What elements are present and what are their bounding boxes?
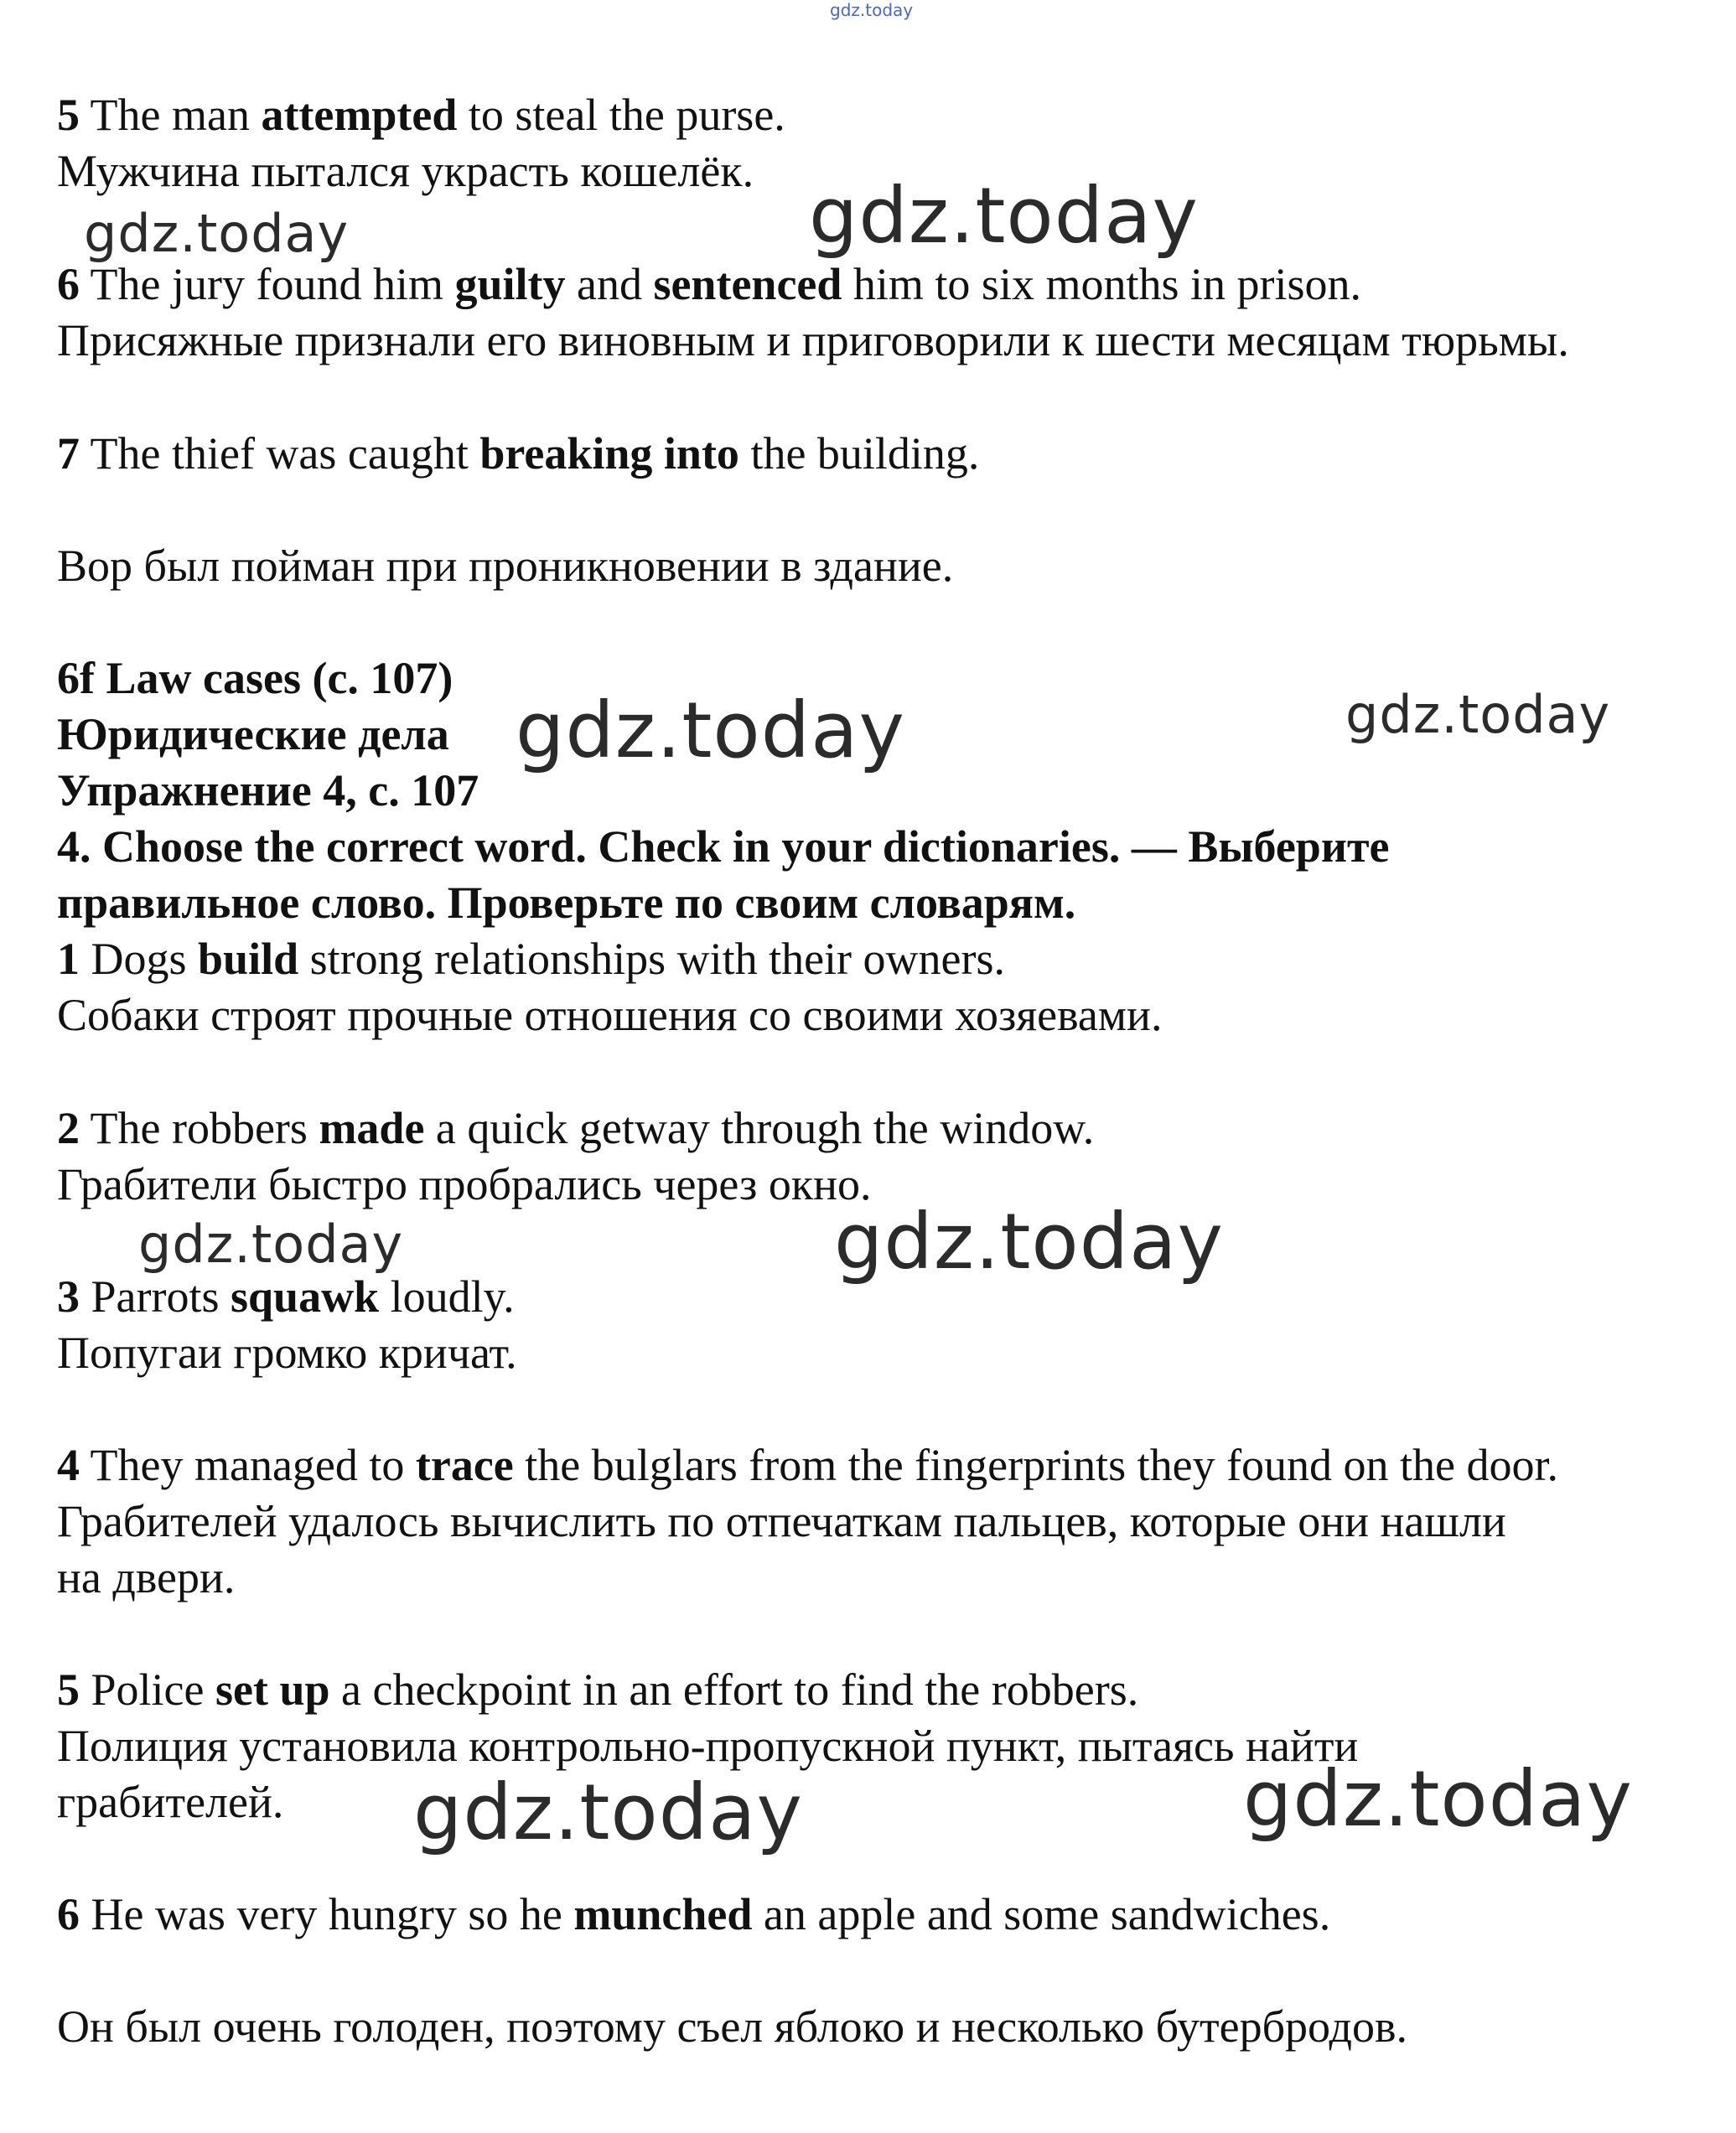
- section-title: 6f Law cases (c. 107): [57, 653, 453, 703]
- watermark: gdz.today: [138, 1214, 404, 1275]
- sentence-5-en: 5 The man attempted to steal the purse.: [57, 90, 785, 140]
- item-5-ru-cont: грабителей.: [57, 1777, 284, 1827]
- item-6-en: 6 He was very hungry so he munched an apple and some sandwiches.: [57, 1889, 1331, 1939]
- sentence-5-ru: Мужчина пытался украсть кошелёк.: [57, 146, 754, 196]
- item-4-ru: Грабителей удалось вычислить по отпечаткам пальцев, которые они нашли: [57, 1496, 1506, 1546]
- item-2-ru: Грабители быстро пробрались через окно.: [57, 1159, 872, 1209]
- item-3-en: 3 Parrots squawk loudly.: [57, 1271, 515, 1322]
- item-1-en: 1 Dogs build strong relationships with their owners.: [57, 934, 1006, 984]
- item-5-en: 5 Police set up a checkpoint in an effort to find the robbers.: [57, 1664, 1139, 1715]
- sentence-7-en: 7 The thief was caught breaking into the building.: [57, 428, 980, 479]
- item-4-ru-cont: на двери.: [57, 1552, 236, 1602]
- watermark: gdz.today: [1345, 684, 1611, 745]
- item-4-en: 4 They managed to trace the bulglars from the fingerprints they found on the door.: [57, 1440, 1559, 1490]
- item-1-ru: Собаки строят прочные отношения со своими хозяевами.: [57, 990, 1163, 1040]
- item-5-ru: Полиция установила контрольно-пропускной пункт, пытаясь найти: [57, 1721, 1359, 1771]
- watermark: gdz.today: [834, 1197, 1224, 1287]
- watermark: gdz.today: [809, 171, 1199, 261]
- instruction-line-2: правильное слово. Проверьте по своим словарям.: [57, 878, 1076, 928]
- watermark: gdz.today: [413, 1768, 803, 1857]
- item-3-ru: Попугаи громко кричат.: [57, 1328, 517, 1378]
- watermark: gdz.today: [84, 203, 350, 264]
- sentence-6-ru: Присяжные признали его виновным и приговорили к шести месяцам тюрьмы.: [57, 315, 1569, 365]
- sentence-7-ru: Вор был пойман при проникновении в здание.: [57, 541, 954, 591]
- item-2-en: 2 The robbers made a quick getway through the window.: [57, 1103, 1095, 1153]
- top-watermark: gdz.today: [830, 0, 914, 20]
- watermark: gdz.today: [516, 686, 905, 775]
- item-6-ru: Он был очень голоден, поэтому съел яблоко и несколько бутербродов.: [57, 2001, 1407, 2052]
- exercise-label: Упражнение 4, с. 107: [57, 765, 479, 815]
- watermark: gdz.today: [1243, 1754, 1633, 1844]
- instruction-line-1: 4. Choose the correct word. Check in your dictionaries. — Выберите: [57, 821, 1390, 872]
- section-title-ru: Юридические дела: [57, 709, 449, 759]
- sentence-6-en: 6 The jury found him guilty and sentenced him to six months in prison.: [57, 259, 1361, 309]
